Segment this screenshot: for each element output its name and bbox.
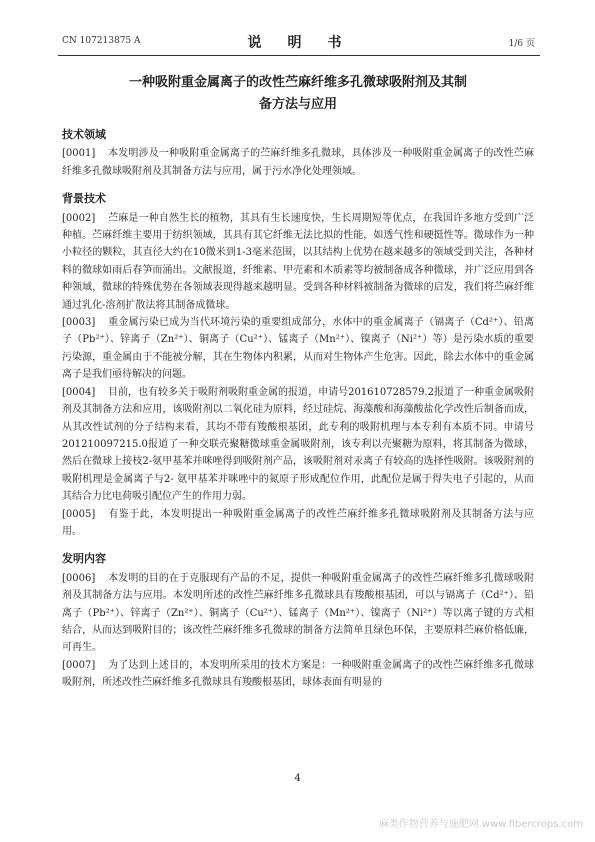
page-header (0, 30, 595, 54)
watermark: 麻类作物营养与施肥网 www.fibercrops.com (378, 819, 583, 830)
paragraph-number: [0006] (62, 572, 96, 584)
paragraph (62, 506, 534, 541)
section-heading: 发明内容 (62, 552, 106, 566)
paragraph (62, 210, 534, 314)
paragraph-text: 本发明的目的在于克服现有产品的不足，提供一种吸附重金属离子的改性苎麻纤维多孔微球吸附剂及其制备方法与应用。本发明所述的改性苎麻纤维多孔微球具有羧酸根基团，可以与镉离子（Cd²⁺）、铅离子（Pb²⁺）、锌离子（Zn²⁺）、铜离子（Cu²⁺）、锰离子（Mn²⁺）、镍离子（Ni²⁺）等以离子键的方式相结合，从而达到吸附目的；该改性苎麻纤维多孔微球的制备方法简单且绿色环保，主要原料苎麻价格低廉，可再生。 (62, 572, 534, 654)
section-heading: 背景技术 (62, 192, 106, 206)
section-heading: 技术领域 (62, 128, 106, 141)
page-indicator: 1/6 页 (508, 39, 535, 49)
document-title (62, 72, 534, 116)
title-line: 备方法与应用 (258, 97, 337, 112)
paragraph (62, 570, 534, 657)
paragraph-text: 苎麻是一种自然生长的植物，其具有生长速度快，生长周期短等优点，在我国许多地方受到广泛种植。苎麻纤维主要用于纺织领域，其具有其它纤维无法比拟的性能，如透气性和硬挺性等。微球作为一种小粒径的颗粒，其直径大约在10微米到1-3毫米范围，以其结构上优势在越来越多的领域受到关注，各种材料的微球如雨后春笋而涌出。文献报道，纤维素、甲壳素和木质素等均被制备成各种微球，并广泛应用到各种领域，微球的特殊优势在各领域表现得越来越明显。受到各种材料被制备为微球的启发，我们将苎麻纤维通过乳化-溶剂扩散法将其制备成微球。 (62, 212, 534, 311)
paragraph (62, 657, 534, 692)
document-body (62, 126, 534, 692)
paragraph-text: 本发明涉及一种吸附重金属离子的苎麻纤维多孔微球，具体涉及一种吸附重金属离子的改性苎麻纤维多孔微球吸附剂及其制备方法与应用，属于污水净化处理领域。 (62, 148, 534, 177)
paragraph-text: 有鉴于此，本发明提出一种吸附重金属离子的改性苎麻纤维多孔微球吸附剂及其制备方法与应用。 (62, 508, 534, 537)
paragraph-number: [0003] (62, 317, 96, 329)
paragraph-number: [0002] (62, 212, 96, 224)
paragraph (62, 314, 534, 384)
header-rule (58, 55, 540, 56)
paragraph (62, 145, 534, 180)
paragraph-number: [0001] (62, 148, 96, 160)
paragraph-text: 为了达到上述目的，本发明所采用的技术方案是：一种吸附重金属离子的改性苎麻纤维多孔微球吸附剂，所述改性苎麻纤维多孔微球具有羧酸根基团，球体表面有明显的 (62, 659, 534, 689)
paragraph-text: 目前，也有较多关于吸附剂吸附重金属的报道，申请号201610728579.2报道了一种重金属吸附剂及其制备方法和应用，该吸附剂以二氧化硅为原料，经过硅烷、海藻酸和海藻酸盐化学改性后制备而成，从其改性试剂的分子结构来看，其均不带有羧酸根基团，此专利的吸附机理与本专利有本质不同。申请号201210097215.0报道了一种交联壳聚糖微球重金属吸附剂，该专利以壳聚糖为原料，将其制备为微球，然后在微球上接枝2-氨甲基苯并咪唑得到吸附剂产品，该吸附剂对汞离子有较高的选择性吸附。该吸附剂的吸附机理是金属离子与2- 氨甲基苯并咪唑中的氮原子形成配位作用，此配位是属于得失电子引起的，从而其结合力比电荷吸引配位产生的作用力弱。 (62, 386, 534, 503)
paragraph (62, 384, 534, 506)
doc-number: CN 107213875 A (62, 36, 141, 46)
paragraph-number: [0005] (62, 508, 96, 520)
doc-type: 说 明 书 (247, 35, 348, 51)
paragraph-text: 重金属污染已成为当代环境污染的重要组成部分，水体中的重金属离子（镉离子（Cd²⁺）、铅离子（Pb²⁺）、锌离子（Zn²⁺）、铜离子（Cu²⁺）、锰离子（Mn²⁺）、镍离子（Ni²⁺）等）是污染水质的重要污染源，重金属由于不能被分解，其在生物体内积累，从而对生物体产生危害。因此，除去水体中的重金属离子是我们亟待解决的问题。 (62, 317, 534, 381)
paragraph-number: [0007] (62, 659, 96, 671)
paragraph-number: [0004] (62, 386, 96, 398)
page-number: 4 (294, 773, 301, 784)
title-line: 一种吸附重金属离子的改性苎麻纤维多孔微球吸附剂及其制 (128, 75, 467, 90)
